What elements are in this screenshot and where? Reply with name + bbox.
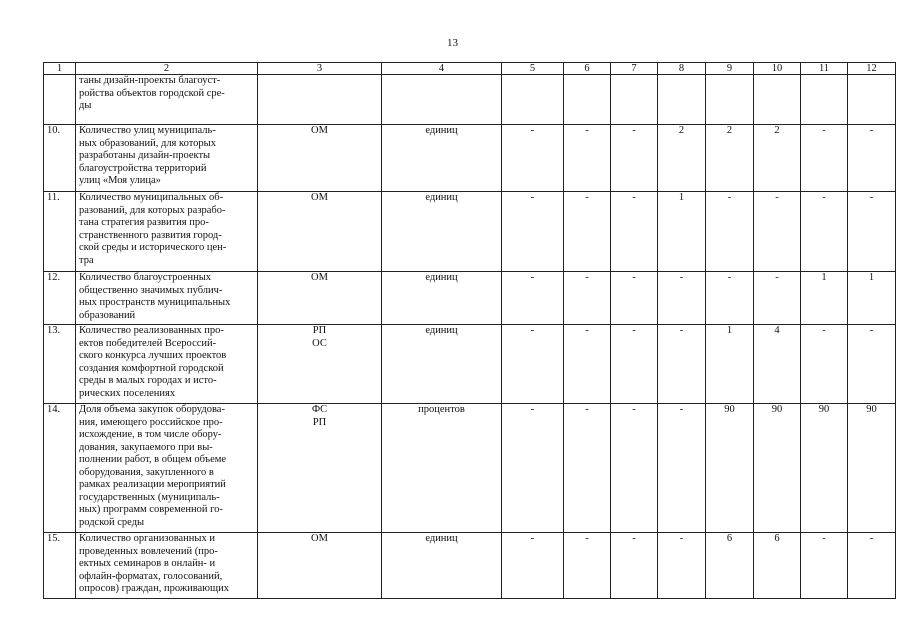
value-cell [502, 75, 564, 125]
value-cell: - [611, 325, 658, 404]
value-cell: - [611, 192, 658, 272]
row-number: 11. [44, 192, 76, 272]
indicator-name: Доля объема закупок оборудова- ния, имеющего российское про- исхождение, в том числе обору- дования, закупаемого при вы- полнении работ, в общем объеме оборудования, закупленного в рамках реализации мероприятий государственных (муниципаль- ных) программ современной го- родской среды [76, 404, 258, 533]
value-cell: - [706, 192, 754, 272]
indicator-unit: единиц [382, 325, 502, 404]
value-cell: - [801, 325, 848, 404]
value-cell: - [706, 272, 754, 325]
row-number: 10. [44, 125, 76, 192]
row-number: 15. [44, 533, 76, 599]
header-cell: 2 [76, 63, 258, 75]
value-cell: - [502, 272, 564, 325]
value-cell [848, 75, 896, 125]
table-row [44, 404, 896, 533]
value-cell: 2 [658, 125, 706, 192]
table-header-row [44, 63, 896, 75]
value-cell: - [848, 192, 896, 272]
value-cell: - [801, 533, 848, 599]
table-row [44, 192, 896, 272]
indicator-unit: единиц [382, 533, 502, 599]
indicator-source: ОМ [258, 533, 382, 599]
value-cell: - [502, 192, 564, 272]
value-cell [564, 75, 611, 125]
value-cell: - [754, 272, 801, 325]
value-cell [706, 75, 754, 125]
header-cell: 9 [706, 63, 754, 75]
indicator-source: ОМ [258, 192, 382, 272]
row-number [44, 75, 76, 125]
value-cell: - [611, 272, 658, 325]
header-cell: 6 [564, 63, 611, 75]
indicators-table [43, 62, 896, 599]
value-cell: 1 [848, 272, 896, 325]
table-row [44, 272, 896, 325]
value-cell: 4 [754, 325, 801, 404]
row-number: 14. [44, 404, 76, 533]
value-cell: - [611, 404, 658, 533]
value-cell: - [848, 533, 896, 599]
value-cell: - [611, 533, 658, 599]
indicator-source: ФС РП [258, 404, 382, 533]
value-cell: - [564, 404, 611, 533]
value-cell: - [801, 125, 848, 192]
value-cell: - [658, 325, 706, 404]
value-cell [754, 75, 801, 125]
indicator-unit: единиц [382, 272, 502, 325]
value-cell: - [848, 325, 896, 404]
indicator-unit [382, 75, 502, 125]
value-cell: - [848, 125, 896, 192]
value-cell [801, 75, 848, 125]
value-cell: - [611, 125, 658, 192]
value-cell: - [502, 533, 564, 599]
indicator-name: таны дизайн-проекты благоуст- ройства объектов городской сре- ды [76, 75, 258, 125]
value-cell: 6 [706, 533, 754, 599]
row-number: 12. [44, 272, 76, 325]
value-cell: - [564, 272, 611, 325]
value-cell: - [658, 272, 706, 325]
value-cell: 1 [801, 272, 848, 325]
indicator-name: Количество организованных и проведенных вовлечений (про- ектных семинаров в онлайн- и офлайн-форматах, голосований, опросов) граждан, проживающих [76, 533, 258, 599]
value-cell: 90 [706, 404, 754, 533]
header-cell: 11 [801, 63, 848, 75]
page-number: 13 [447, 37, 458, 49]
indicator-unit: процентов [382, 404, 502, 533]
indicator-source: ОМ [258, 272, 382, 325]
header-cell: 12 [848, 63, 896, 75]
value-cell: - [502, 325, 564, 404]
value-cell: - [564, 325, 611, 404]
indicator-source [258, 75, 382, 125]
value-cell: - [658, 533, 706, 599]
indicator-unit: единиц [382, 192, 502, 272]
value-cell: 90 [754, 404, 801, 533]
header-cell: 8 [658, 63, 706, 75]
value-cell: - [502, 404, 564, 533]
value-cell: 1 [706, 325, 754, 404]
value-cell: - [658, 404, 706, 533]
value-cell: 2 [706, 125, 754, 192]
value-cell: 90 [801, 404, 848, 533]
value-cell: - [502, 125, 564, 192]
value-cell: - [564, 192, 611, 272]
table-row [44, 325, 896, 404]
indicator-unit: единиц [382, 125, 502, 192]
header-cell: 7 [611, 63, 658, 75]
indicator-source: РП ОС [258, 325, 382, 404]
header-cell: 1 [44, 63, 76, 75]
value-cell [658, 75, 706, 125]
indicator-name: Количество улиц муниципаль- ных образований, для которых разработаны дизайн-проекты благоустройства территорий улиц «Моя улица» [76, 125, 258, 192]
indicator-name: Количество муниципальных об- разований, для которых разрабо- тана стратегия развития про- странственного развития город- ской среды и исторического цен- тра [76, 192, 258, 272]
header-cell: 10 [754, 63, 801, 75]
indicator-name: Количество благоустроенных общественно значимых публич- ных пространств муниципальных образований [76, 272, 258, 325]
table-row [44, 75, 896, 125]
header-cell: 4 [382, 63, 502, 75]
table-row [44, 125, 896, 192]
indicator-source: ОМ [258, 125, 382, 192]
value-cell: - [564, 533, 611, 599]
header-cell: 3 [258, 63, 382, 75]
indicator-name: Количество реализованных про- ектов победителей Всероссий- ского конкурса лучших проектов создания комфортной городской среды в малых городах и исто- рических поселениях [76, 325, 258, 404]
value-cell [611, 75, 658, 125]
row-number: 13. [44, 325, 76, 404]
value-cell: 2 [754, 125, 801, 192]
value-cell: - [801, 192, 848, 272]
table-row [44, 533, 896, 599]
value-cell: 6 [754, 533, 801, 599]
value-cell: 1 [658, 192, 706, 272]
value-cell: - [754, 192, 801, 272]
value-cell: - [564, 125, 611, 192]
value-cell: 90 [848, 404, 896, 533]
header-cell: 5 [502, 63, 564, 75]
